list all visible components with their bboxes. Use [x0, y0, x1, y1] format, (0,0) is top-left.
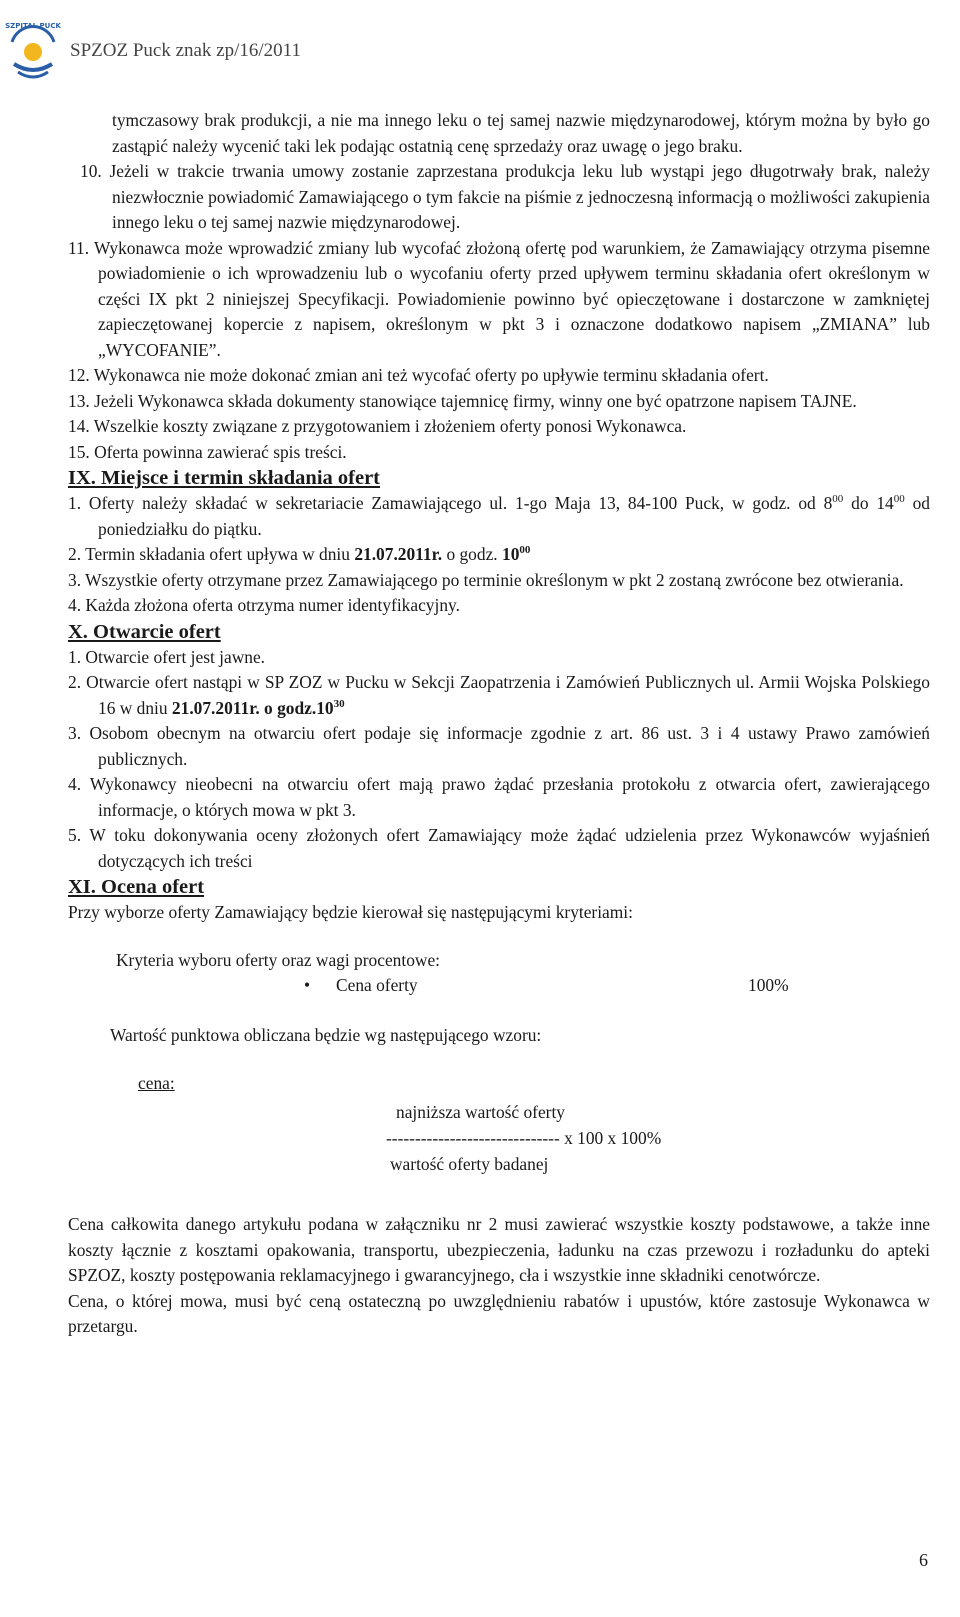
item-15: 15. Oferta powinna zawierać spis treści. — [68, 441, 347, 462]
criteria-weight: 100% — [748, 975, 789, 995]
page-header — [0, 0, 960, 95]
item-10: 10. Jeżeli w trakcie trwania umowy zostanie zaprzestana produkcja leku lub wystąpi jego długotrwały brak, należy niezwłocznie powiadomić Zamawiającego o tym fakcie na piśmie z jednoczesną informacją o możliwości zakupienia innego leku o tej samej nazwie międzynarodowej. — [80, 161, 930, 232]
sec10-item-3: 3. Osobom obecnym na otwarciu ofert podaje się informacje zgodnie z art. 86 ust. 3 i 4 ustawy Prawo zamówień publicznych. — [68, 723, 930, 769]
sec9-item-3: 3. Wszystkie oferty otrzymane przez Zamawiającego po terminie określonym w pkt 2 zostaną zwrócone bez otwierania. — [68, 569, 904, 590]
section-x-heading: X. Otwarcie ofert — [68, 620, 221, 643]
item-14: 14. Wszelkie koszty związane z przygotowaniem i złożeniem oferty ponosi Wykonawca. — [68, 416, 687, 436]
hospital-logo — [4, 2, 62, 88]
sec9-item-2: 2. Termin składania ofert upływa w dniu 21.07.2011r. o godz. $10^{00}$ — [68, 544, 531, 564]
final-price-paragraph: Cena, o której mowa, musi być ceną ostateczną po uwzględnieniu rabatów i upustów, które zastosuje Wykonawca w przetargu. — [68, 1290, 930, 1336]
continued-paragraph: tymczasowy brak produkcji, a nie ma innego leku o tej samej nazwie międzynarodowej, którym można by było go zastąpić należy wycenić taki lek podając ostatnią cenę sprzedaży oraz uwagę o jego braku. — [112, 110, 930, 156]
formula-intro: Wartość punktowa obliczana będzie wg następującego wzoru: — [110, 1025, 542, 1045]
sec10-item-5: 5. W toku dokonywania oceny złożonych ofert Zamawiający może żądać udzielenia przez Wykonawców wyjaśnień dotyczących ich treści — [68, 825, 930, 871]
price-paragraph: Cena całkowita danego artykułu podana w załączniku nr 2 musi zawierać wszystkie koszty podstawowe, a także inne koszty łącznie z kosztami opakowania, transportu, ubezpieczenia, ładunku na czas przewozu i rozładunku do apteki SPZOZ, koszty postępowania reklamacyjnego i gwarancyjnego, cła i wszystkie inne składniki cenotwórcze. — [68, 1214, 930, 1285]
criteria-item — [68, 973, 930, 999]
item-13: 13. Jeżeli Wykonawca składa dokumenty stanowiące tajemnicę firmy, winny one być opatrzone napisem TAJNE. — [68, 390, 857, 411]
page-number: 6 — [919, 1550, 928, 1570]
sec10-item-1: 1. Otwarcie ofert jest jawne. — [68, 646, 266, 667]
svg-text:SZPITAL PUCK: SZPITAL PUCK — [5, 22, 61, 30]
price-formula — [68, 1100, 930, 1182]
sec10-item-4: 4. Wykonawcy nieobecni na otwarciu ofert mają prawo żądać przesłania protokołu z otwarcia ofert, zawierającego informacje, o których mowa w pkt 3. — [68, 774, 930, 820]
document-reference: SPZOZ Puck znak zp/16/2011 — [70, 40, 301, 61]
criteria-intro: Przy wyborze oferty Zamawiający będzie kierował się następującymi kryteriami: — [68, 902, 633, 922]
criteria-name: Cena oferty — [336, 975, 418, 995]
criteria-title: Kryteria wyboru oferty oraz wagi procentowe: — [116, 949, 441, 970]
item-12: 12. Wykonawca nie może dokonać zmian ani też wycofać oferty po upływie terminu składania ofert. — [68, 365, 769, 385]
item-11: 11. Wykonawca może wprowadzić zmiany lub wycofać złożoną ofertę pod warunkiem, że Zamawiający otrzyma pisemne powiadomienie o ich wprowadzeniu lub o wycofaniu oferty przed upływem terminu składania ofert określonym w części IX pkt 2 niniejszej Specyfikacji. Powiadomienie powinno być opieczętowane i dostarczone w zamkniętej zapieczętowanej kopercie z napisem, określonym w pkt 3 i oznaczone dodatkowo napisem „ZMIANA” lub „WYCOFANIE”. — [68, 237, 930, 360]
formula-fraction-line: ------------------------------ x 100 x 100% — [386, 1128, 662, 1148]
criteria-block — [68, 948, 930, 1000]
sec10-item-2: 2. Otwarcie ofert nastąpi w SP ZOZ w Pucku w Sekcji Zaopatrzenia i Zamówień Publicznych ul. Armii Wojska Polskiego 16 w dniu 21.07.2011r. o $godz.10^{30}$ — [68, 672, 930, 718]
cena-label: cena: — [138, 1072, 175, 1093]
sec9-item-1: 1. Oferty należy składać w sekretariacie Zamawiającego ul. 1-go Maja 13, 84-100 Puck, w godz. od $8^{00}$ do $14^{00}$ od poniedziałku do piątku. — [68, 493, 930, 539]
document-body — [68, 108, 930, 1340]
formula-numerator: najniższa wartość oferty — [396, 1102, 565, 1122]
sec9-item-4: 4. Każda złożona oferta otrzyma numer identyfikacyjny. — [68, 595, 460, 615]
formula-denominator: wartość oferty badanej — [390, 1154, 549, 1174]
bullet-icon: • — [304, 975, 311, 995]
section-xi-heading: XI. Ocena ofert — [68, 876, 205, 898]
section-ix-heading: IX. Miejsce i termin składania ofert — [68, 467, 380, 489]
